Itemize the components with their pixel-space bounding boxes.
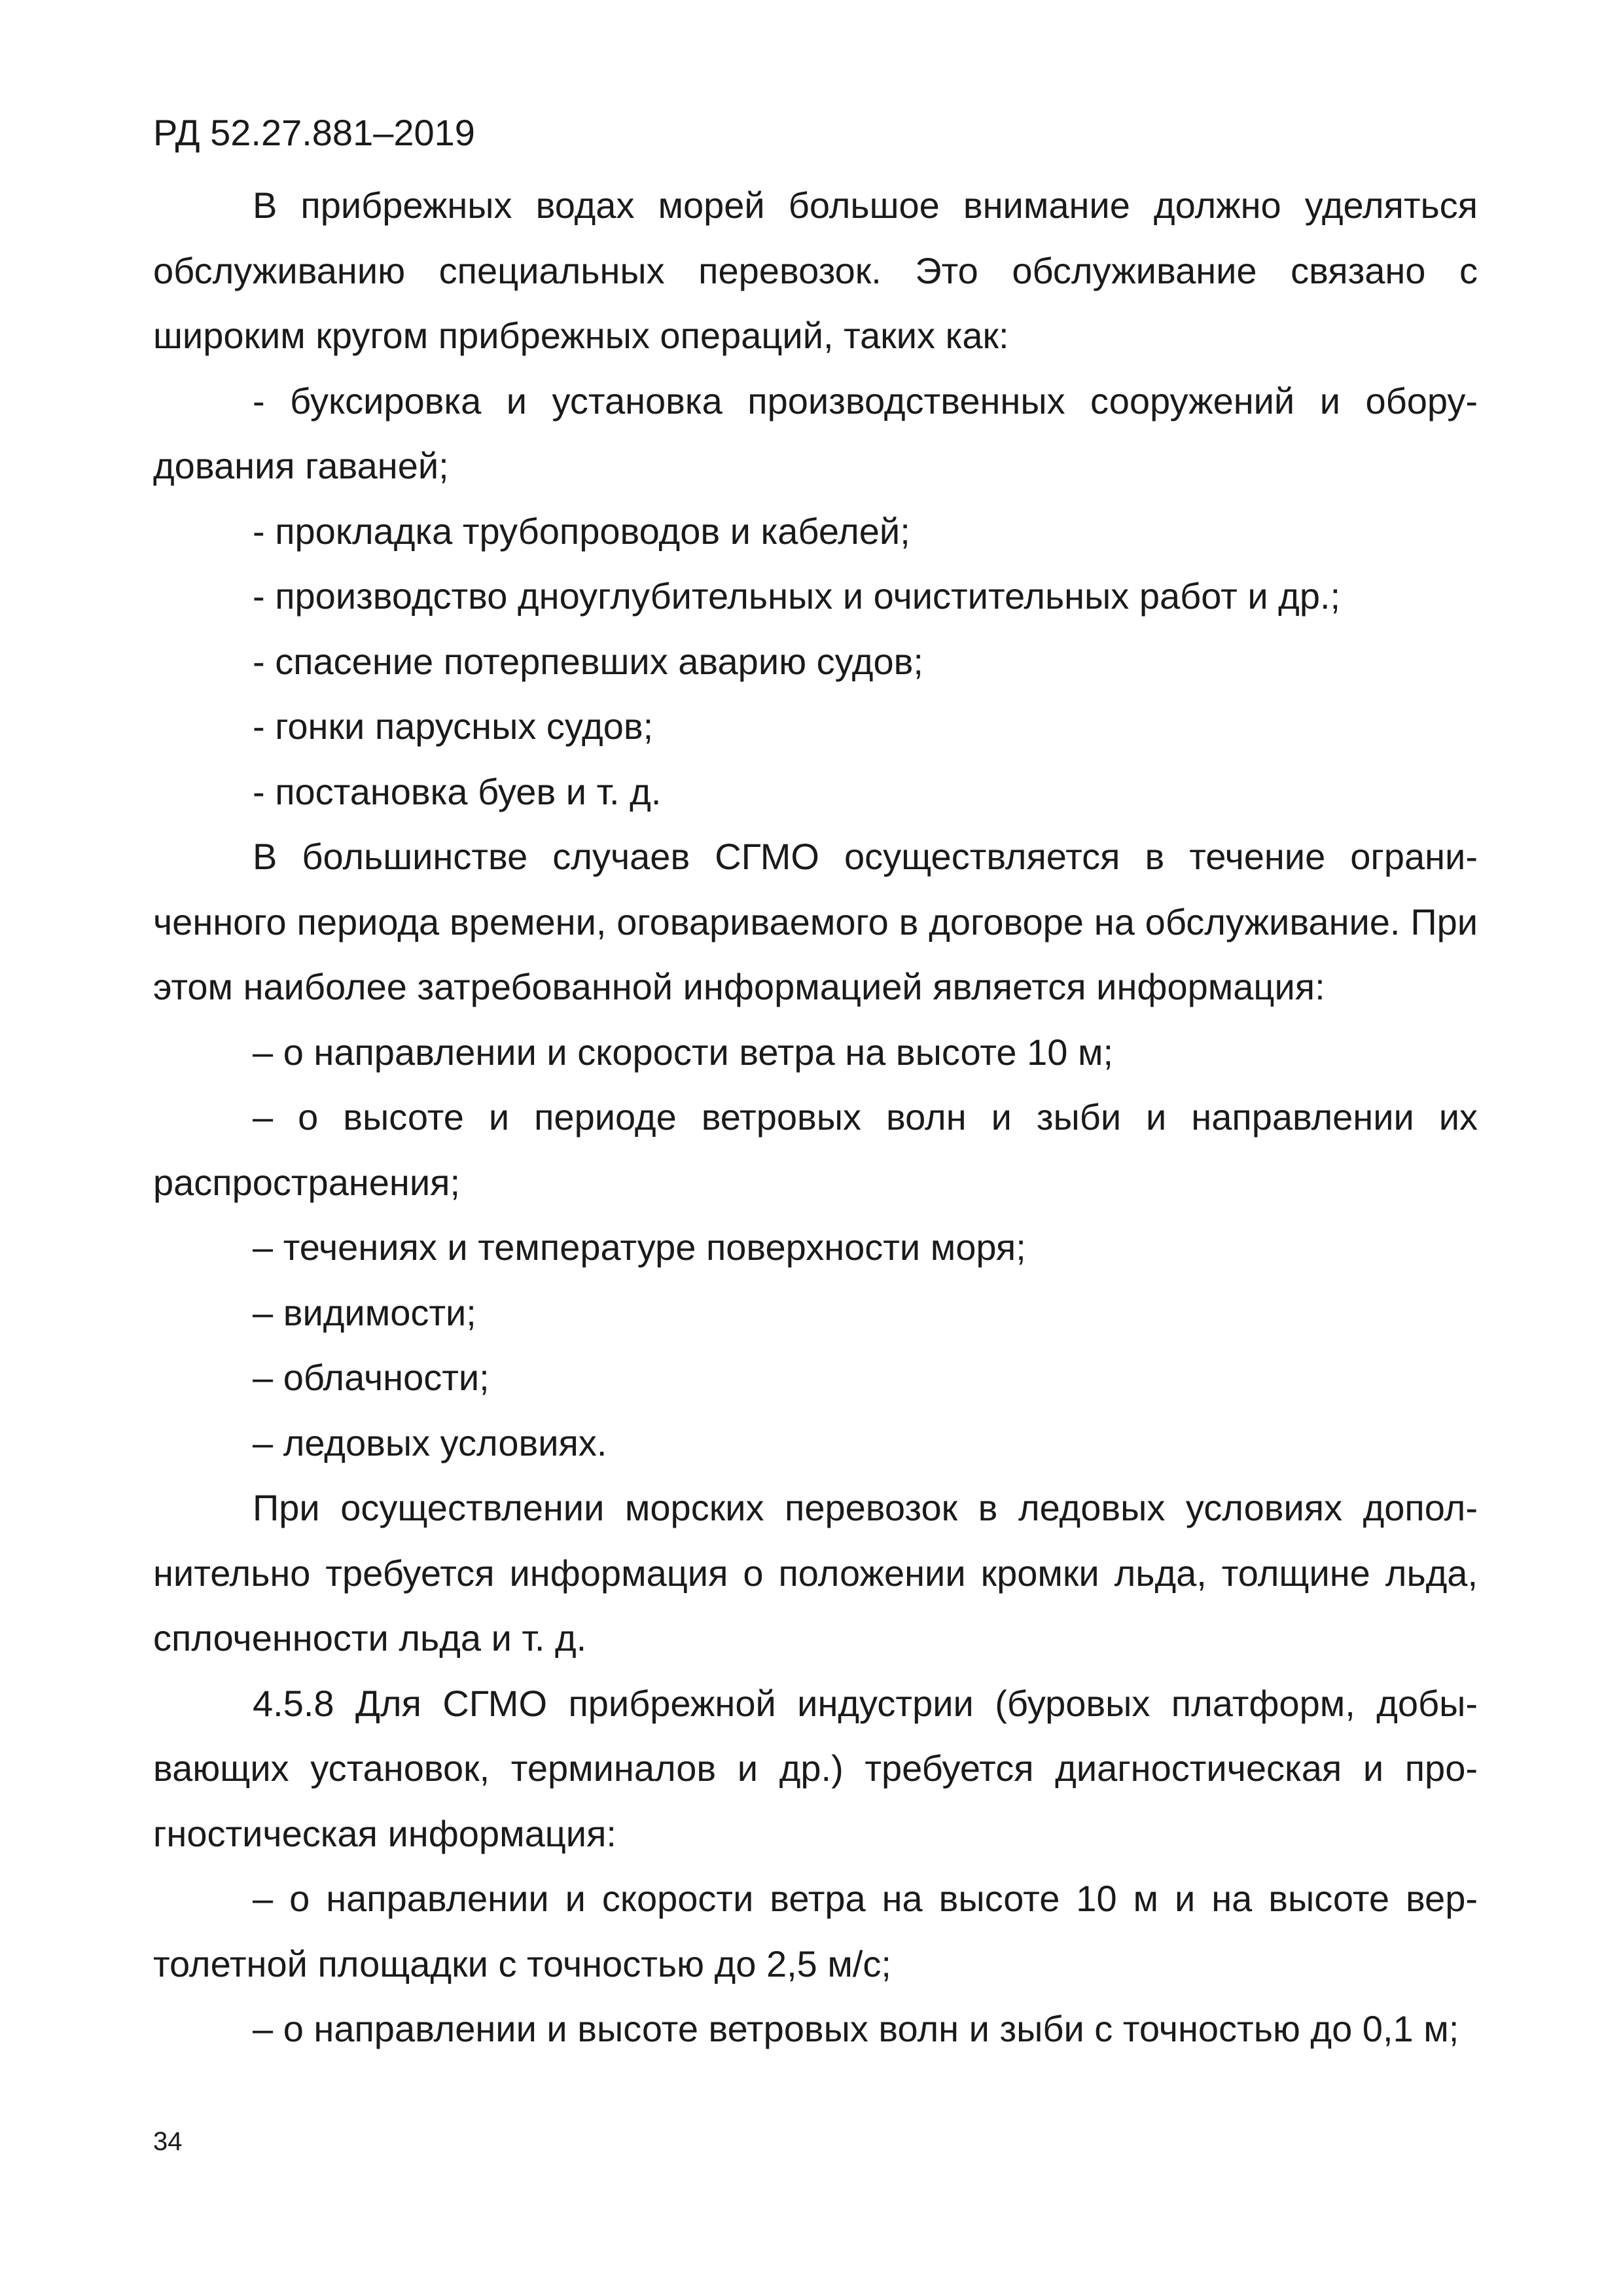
list-item-rescue: - спасение потерпевших аварию судов; — [253, 640, 923, 682]
list-item-wind: – о направлении и скорости ветра на высоте 10 м; — [253, 1031, 1114, 1073]
paragraph-coastal-services: В прибрежных водах морей большое внимание должно уделяться обслуживанию специальных перевозок. Это обслуживание связано с широким кругом прибрежных операций, таких как: — [153, 185, 1478, 356]
list-item-wave-height: – о направлении и высоте ветровых волн и зыби с точностью до 0,1 м; — [253, 2008, 1459, 2049]
list-item-ice-conditions: – ледовых условиях. — [253, 1422, 607, 1463]
page-number: 34 — [153, 2127, 183, 2156]
document-body — [153, 173, 1478, 2062]
list-item-wind-helipad: – о направлении и скорости ветра на высоте 10 м и на высоте вер-толетной площадки с точностью до 2,5 м/с; — [153, 1878, 1478, 1984]
paragraph-section-4-5-8: 4.5.8 Для СГМО прибрежной индустрии (буровых платформ, добы-вающих установок, терминалов и др.) требуется диагностическая и про-гностическая информация: — [153, 1682, 1478, 1854]
paragraph-ice-transport: При осуществлении морских перевозок в ледовых условиях допол-нительно требуется информация о положении кромки льда, толщине льда, сплоченности льда и т. д. — [153, 1487, 1478, 1659]
list-item-regattas: - гонки парусных судов; — [253, 706, 654, 747]
list-item-cloudiness: – облачности; — [253, 1357, 490, 1398]
list-item-currents: – течениях и температуре поверхности моря; — [253, 1227, 1026, 1268]
list-item-waves: – о высоте и периоде ветровых волн и зыби и направлении их распространения; — [153, 1096, 1478, 1203]
list-item-dredging: - производство дноуглубительных и очистительных работ и др.; — [253, 575, 1341, 617]
paragraph-limited-period: В большинстве случаев СГМО осуществляется в течение ограни-ченного периода времени, оговариваемого в договоре на обслуживание. При этом наиболее затребованной информацией является информация: — [153, 836, 1478, 1007]
list-item-towing: - буксировка и установка производственных сооружений и обору-дования гаваней; — [153, 380, 1478, 486]
list-item-buoys: - постановка буев и т. д. — [253, 770, 662, 812]
list-item-visibility: – видимости; — [253, 1291, 476, 1333]
document-code-header: РД 52.27.881–2019 — [153, 112, 475, 153]
list-item-pipelines: - прокладка трубопроводов и кабелей; — [253, 510, 910, 552]
